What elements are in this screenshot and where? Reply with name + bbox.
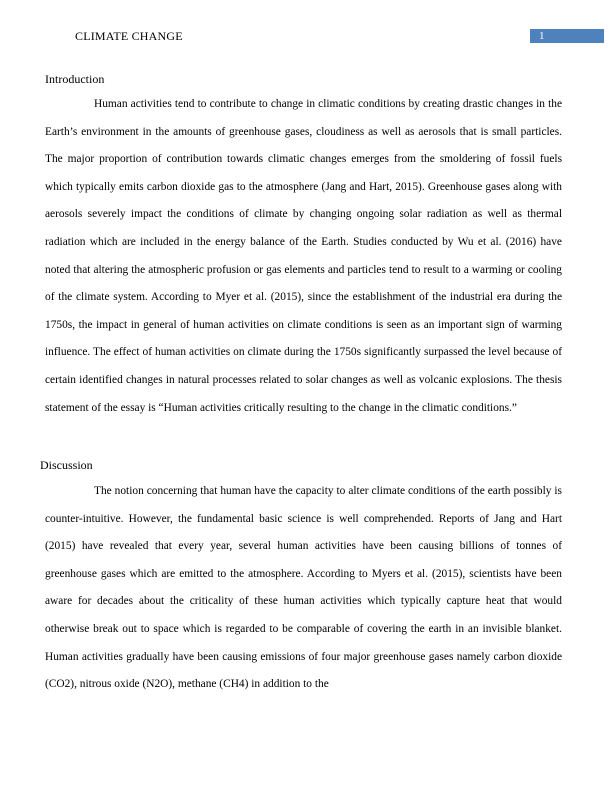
page-number-badge <box>530 29 604 43</box>
introduction-paragraph: Human activities tend to contribute to change in climatic conditions by creating drastic changes in the Earth’s environment in the amounts of greenhouse gases, cloudiness as well as aerosols that is small particles. The major proportion of contribution towards climatic changes emerges from the smoldering of fossil fuels which typically emits carbon dioxide gas to the atmosphere (Jang and Hart, 2015). Greenhouse gases along with aerosols severely impact the conditions of climate by changing ongoing solar radiation as well as thermal radiation which are included in the energy balance of the Earth. Studies conducted by Wu et al. (2016) have noted that altering the atmospheric profusion or gas elements and particles tend to result to a warming or cooling of the climate system. According to Myer et al. (2015), since the establishment of the industrial era during the 1750s, the impact in general of human activities on climate conditions is seen as an important sign of warming influence. The effect of human activities on climate during the 1750s significantly surpassed the level because of certain identified changes in natural processes related to solar changes as well as volcanic explosions. The thesis statement of the essay is “Human activities critically resulting to the change in the climatic conditions.” <box>45 98 562 414</box>
introduction-heading: Introduction <box>45 72 105 86</box>
running-header-title: CLIMATE CHANGE <box>75 29 183 43</box>
page-number: 1 <box>539 30 545 42</box>
discussion-heading: Discussion <box>40 458 93 472</box>
discussion-paragraph: The notion concerning that human have the capacity to alter climate conditions of the earth possibly is counter-intuitive. However, the fundamental basic science is well comprehended. Reports of Jang and Hart (2015) have revealed that every year, several human activities have been causing billions of tonnes of greenhouse gases which are emitted to the atmosphere. According to Myers et al. (2015), scientists have been aware for decades about the criticality of these human activities which typically capture heat that would otherwise break out to space which is regarded to be comparable of covering the earth in an invisible blanket. Human activities gradually have been causing emissions of four major greenhouse gases namely carbon dioxide (CO2), nitrous oxide (N2O), methane (CH4) in addition to the <box>45 485 562 691</box>
